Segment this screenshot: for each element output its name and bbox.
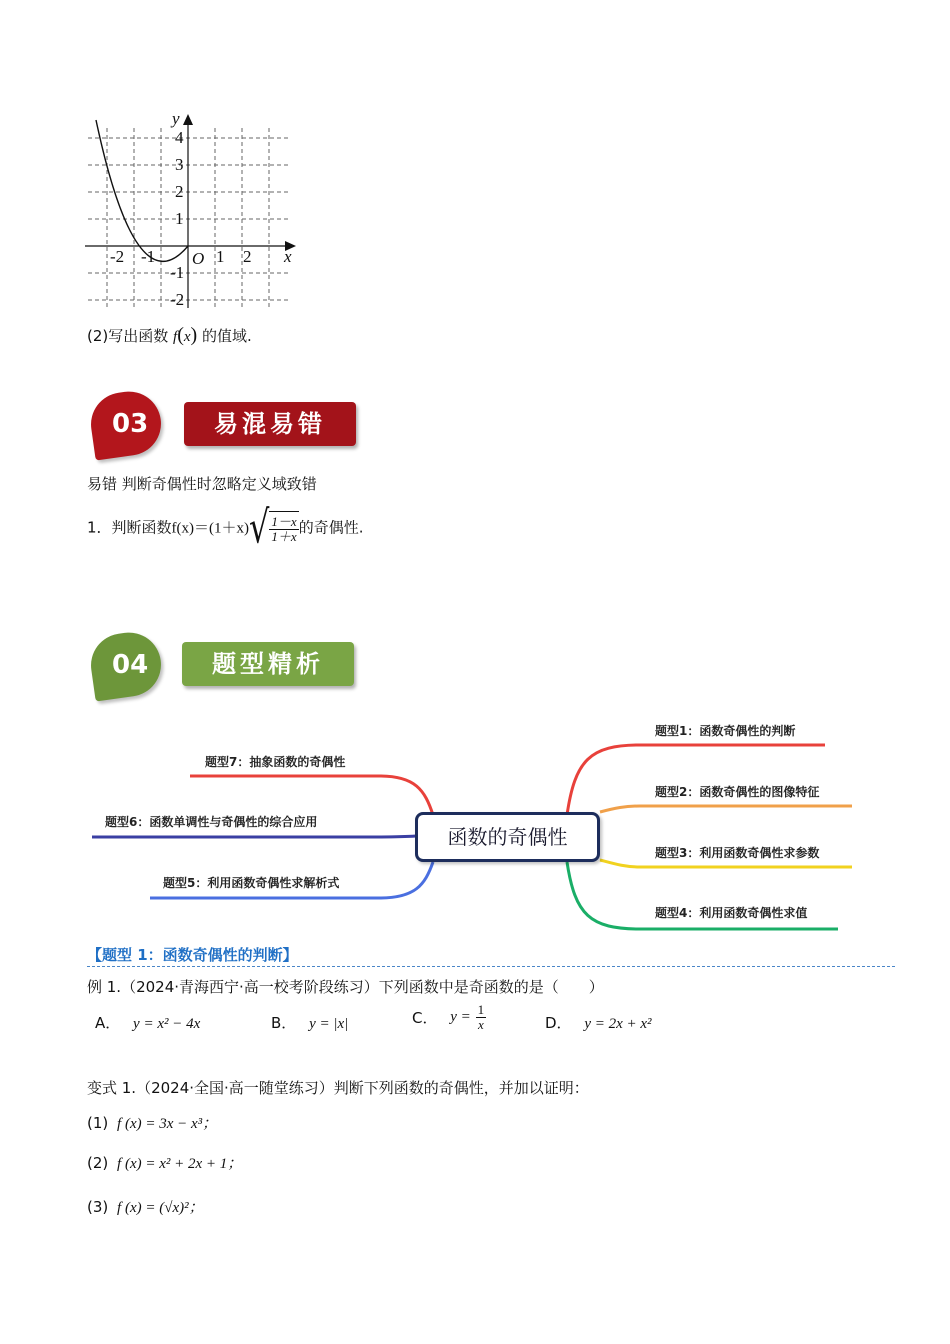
mindmap-center: 函数的奇偶性 [415, 812, 600, 862]
variant-item-2: (2) f (x) = x² + 2x + 1； [87, 1154, 243, 1172]
x-tick-label: 2 [243, 247, 252, 266]
dashed-divider [87, 966, 895, 967]
x-tick-label: 1 [216, 247, 225, 266]
y-tick-label: -1 [170, 263, 185, 282]
example-1: 例 1.（2024·青海西宁·高一校考阶段练习）下列函数中是奇函数的是（ ） [87, 978, 604, 996]
branch-2 [600, 806, 852, 812]
variant-item-3: (3) f (x) = (√x)²； [87, 1198, 204, 1216]
section-04-number: 04 [112, 650, 149, 680]
x-axis-label: x [284, 247, 292, 266]
branch-3 [600, 860, 852, 867]
y-tick-label: 3 [175, 155, 184, 174]
section-03-question-1: 1．判断函数f(x)＝(1＋x)√ $\frac{1-x}{1+x}$ 的奇偶性. [87, 500, 364, 554]
option-a: A． y = x² − 4x [95, 1014, 201, 1032]
section-03-heading: 易错 判断奇偶性时忽略定义域致错 [87, 475, 317, 493]
y-tick-label: -2 [170, 290, 185, 309]
mindmap-type-1: 题型1：函数奇偶性的判断 [655, 724, 796, 738]
mindmap-type-3: 题型3：利用函数奇偶性求参数 [655, 846, 820, 860]
variant-item-1: (1) f (x) = 3x − x³； [87, 1114, 218, 1132]
y-axis-label: y [172, 109, 180, 128]
mindmap-type-6: 题型6：函数单调性与奇偶性的综合应用 [105, 815, 318, 829]
sqrt-symbol: √ [249, 500, 270, 554]
variant-1: 变式 1.（2024·全国·高一随堂练习）判断下列函数的奇偶性，并加以证明： [87, 1079, 589, 1097]
option-c: C． y = $\frac{1}{x}$ [412, 1002, 485, 1032]
branch-7 [190, 776, 433, 815]
x-tick-label: -1 [141, 247, 156, 266]
mindmap-type-4: 题型4：利用函数奇偶性求值 [655, 906, 808, 920]
option-d: D． y = 2x + x² [545, 1014, 652, 1032]
mindmap-type-2: 题型2：函数奇偶性的图像特征 [655, 785, 820, 799]
y-tick-label: 2 [175, 182, 184, 201]
mindmap-type-7: 题型7：抽象函数的奇偶性 [205, 755, 346, 769]
option-b: B． y = |x| [271, 1014, 349, 1032]
section-03-number: 03 [112, 409, 149, 439]
origin-label: O [192, 249, 205, 268]
branch-6 [92, 836, 416, 837]
type-1-heading: 【题型 1：函数奇偶性的判断】 [87, 946, 298, 964]
part2-question: (2)写出函数 f(x) 的值域. [87, 324, 252, 346]
y-tick-label: 4 [175, 128, 184, 147]
y-tick-label: 1 [175, 209, 184, 228]
section-03-banner: 易混易错 [184, 402, 356, 446]
mindmap-type-5: 题型5：利用函数奇偶性求解析式 [163, 876, 340, 890]
section-04-banner: 题型精析 [182, 642, 354, 686]
x-tick-label: -2 [110, 247, 125, 266]
